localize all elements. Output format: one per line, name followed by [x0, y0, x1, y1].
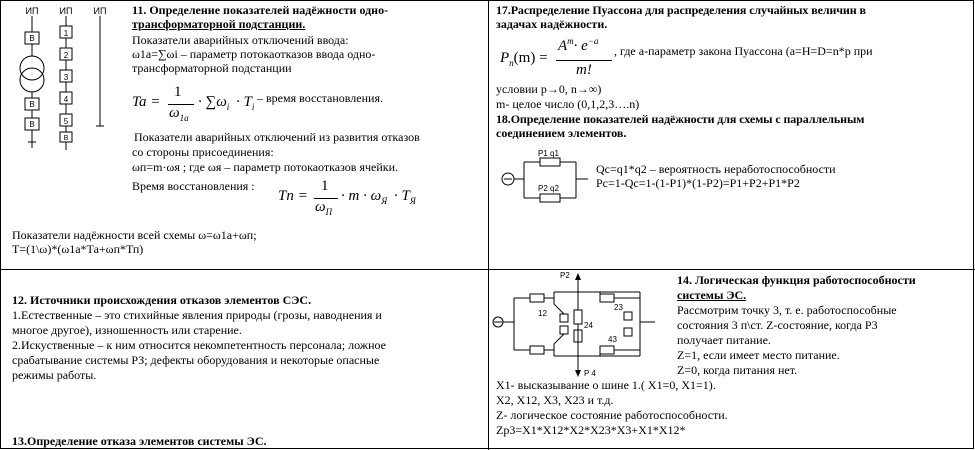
s14-title-1: 14. Логическая функция работоспособности	[677, 273, 916, 287]
s14-line-8: Z- логическое состояние работоспособности.	[496, 408, 728, 422]
s14-line-9: Zp3=X1*X12*X2*X23*X3+X1*X12*	[496, 423, 686, 437]
s18-title-1: 18.Определение показателей надёжности для схемы с параллельным	[496, 112, 865, 126]
s11-line-1: Показатели аварийных отключений ввода:	[132, 33, 349, 47]
substation-diagram	[10, 6, 115, 156]
s14-line-5: Z=0, когда питания нет.	[677, 363, 798, 377]
s14-line-2: состояния 3 п\ст. Z-состояние, когда Р3	[677, 318, 878, 332]
label-43: 43	[608, 335, 617, 344]
s17-line-2: m- целое число (0,1,2,3….n)	[496, 97, 640, 111]
s14-line-1: Рассмотрим точку 3, т. е. работоспособные	[677, 303, 897, 317]
label-ip-2: ИП	[59, 6, 73, 16]
tn-den: $\omega_П$	[315, 199, 333, 217]
ta-den: $\omega_{1a}$	[169, 105, 189, 123]
s11-line-6: ωп=m·ωя ; где ωя – параметр потокаотказов ячейки.	[132, 160, 399, 174]
label-p1q1: P1 q1	[538, 149, 559, 158]
s17-line-1: условии p→0, n→∞)	[496, 82, 602, 96]
parallel-diagram	[500, 148, 595, 210]
s18-title-2: соединением элементов.	[496, 126, 627, 140]
poisson-lhs: $P_n(m)$ =	[500, 50, 548, 68]
s14-line-4: Z=1, если имеет место питание.	[677, 348, 840, 362]
label-b-top: В	[29, 34, 35, 43]
label-ip-1: ИП	[25, 6, 39, 16]
s18-line-1: Qc=q1*q2 – вероятность неработоспособности	[596, 162, 836, 176]
s17-formula-note: , где а-параметр закона Пуассона (а=Н=D=n*p при	[614, 44, 873, 58]
s11-formula-note: – время восстановления.	[257, 91, 383, 105]
poisson-num: $A^m\cdot e^{-a}$	[558, 36, 599, 54]
s12-line-2: многое другое), изношенность или старение.	[12, 323, 242, 337]
s11-line-3: трансформаторной подстанции	[132, 61, 292, 75]
label-23: 23	[614, 303, 623, 312]
s11-title-1: 11. Определение показателей надёжности одно-	[132, 3, 389, 17]
label-p2q2: P2 q2	[538, 184, 559, 193]
label-2: 2	[63, 51, 69, 60]
label-3: 3	[63, 73, 69, 82]
s12-line-1: 1.Естественные – это стихийные явления природы (грозы, наводнения и	[12, 308, 382, 322]
s17-title-1: 17.Распределение Пуассона для распределения случайных величин в	[496, 3, 866, 17]
tn-t: · $T_Я$	[394, 188, 416, 206]
s12-title: 12. Источники происхождения отказов элементов СЭС.	[12, 293, 312, 307]
s11-line-4: Показатели аварийных отключений из развития отказов	[134, 130, 420, 144]
s11-line-5: со стороны присоединения:	[132, 145, 274, 159]
tn-rest: · $m \cdot \omega_Я$	[341, 188, 388, 206]
label-4: 4	[63, 95, 69, 104]
s11-line-9: T=(1\ω)*(ω1а*Та+ωп*Тп)	[12, 242, 144, 256]
ta-num: 1	[174, 84, 182, 100]
ta-lhs: Ta =	[132, 94, 161, 110]
poisson-fraction-bar	[556, 60, 612, 61]
s11-line-8: Показатели надёжности всей схемы ω=ω1а+ωп;	[12, 228, 257, 242]
row-divider	[0, 269, 975, 270]
s18-line-2: Pc=1-Qc=1-(1-P1)*(1-P2)=P1+P2+P1*P2	[596, 176, 800, 190]
network-diagram	[490, 270, 675, 380]
label-p4: P 4	[584, 369, 596, 378]
ta-t: · $T_i$	[236, 94, 255, 112]
s12-line-4: срабатывание системы РЗ; дефекты оборудования и некоторые опасные	[12, 353, 380, 367]
label-ip-3: ИП	[93, 6, 107, 16]
label-b-col2: В	[63, 135, 69, 142]
label-5: 5	[63, 117, 69, 126]
tn-lhs: Tn =	[278, 188, 308, 204]
s11-title-2: трансформаторной подстанции.	[132, 17, 306, 31]
column-divider	[488, 0, 489, 450]
label-b-low: В	[29, 120, 35, 129]
s12-line-5: режимы работы.	[12, 368, 97, 382]
label-24: 24	[584, 321, 593, 330]
ta-sum: · $\sum\omega_i$	[198, 94, 230, 112]
s17-title-2: задачах надёжности.	[496, 17, 608, 31]
label-p2: P2	[560, 271, 570, 280]
s14-line-6: Х1- высказывание о шине 1.( Х1=0, Х1=1).	[496, 378, 716, 392]
label-12: 12	[538, 309, 547, 318]
s14-line-7: Х2, Х12, Х3, Х23 и т.д.	[496, 393, 614, 407]
label-b-mid: В	[29, 100, 35, 109]
poisson-den: m!	[576, 62, 592, 78]
tn-num: 1	[321, 178, 329, 194]
s14-title-2: системы ЭС.	[677, 288, 747, 302]
label-1: 1	[63, 29, 69, 38]
s12-line-3: 2.Искуственные – к ним относится некомпетентность персонала; ложное	[12, 338, 386, 352]
s14-line-3: получает питание.	[677, 333, 771, 347]
s11-line-7: Время восстановления :	[132, 179, 255, 193]
s11-line-2: ω1а=∑ωi – параметр потокаотказов ввода одно-	[132, 47, 376, 61]
s13-title: 13.Определение отказа элементов системы ЭС.	[12, 434, 267, 448]
